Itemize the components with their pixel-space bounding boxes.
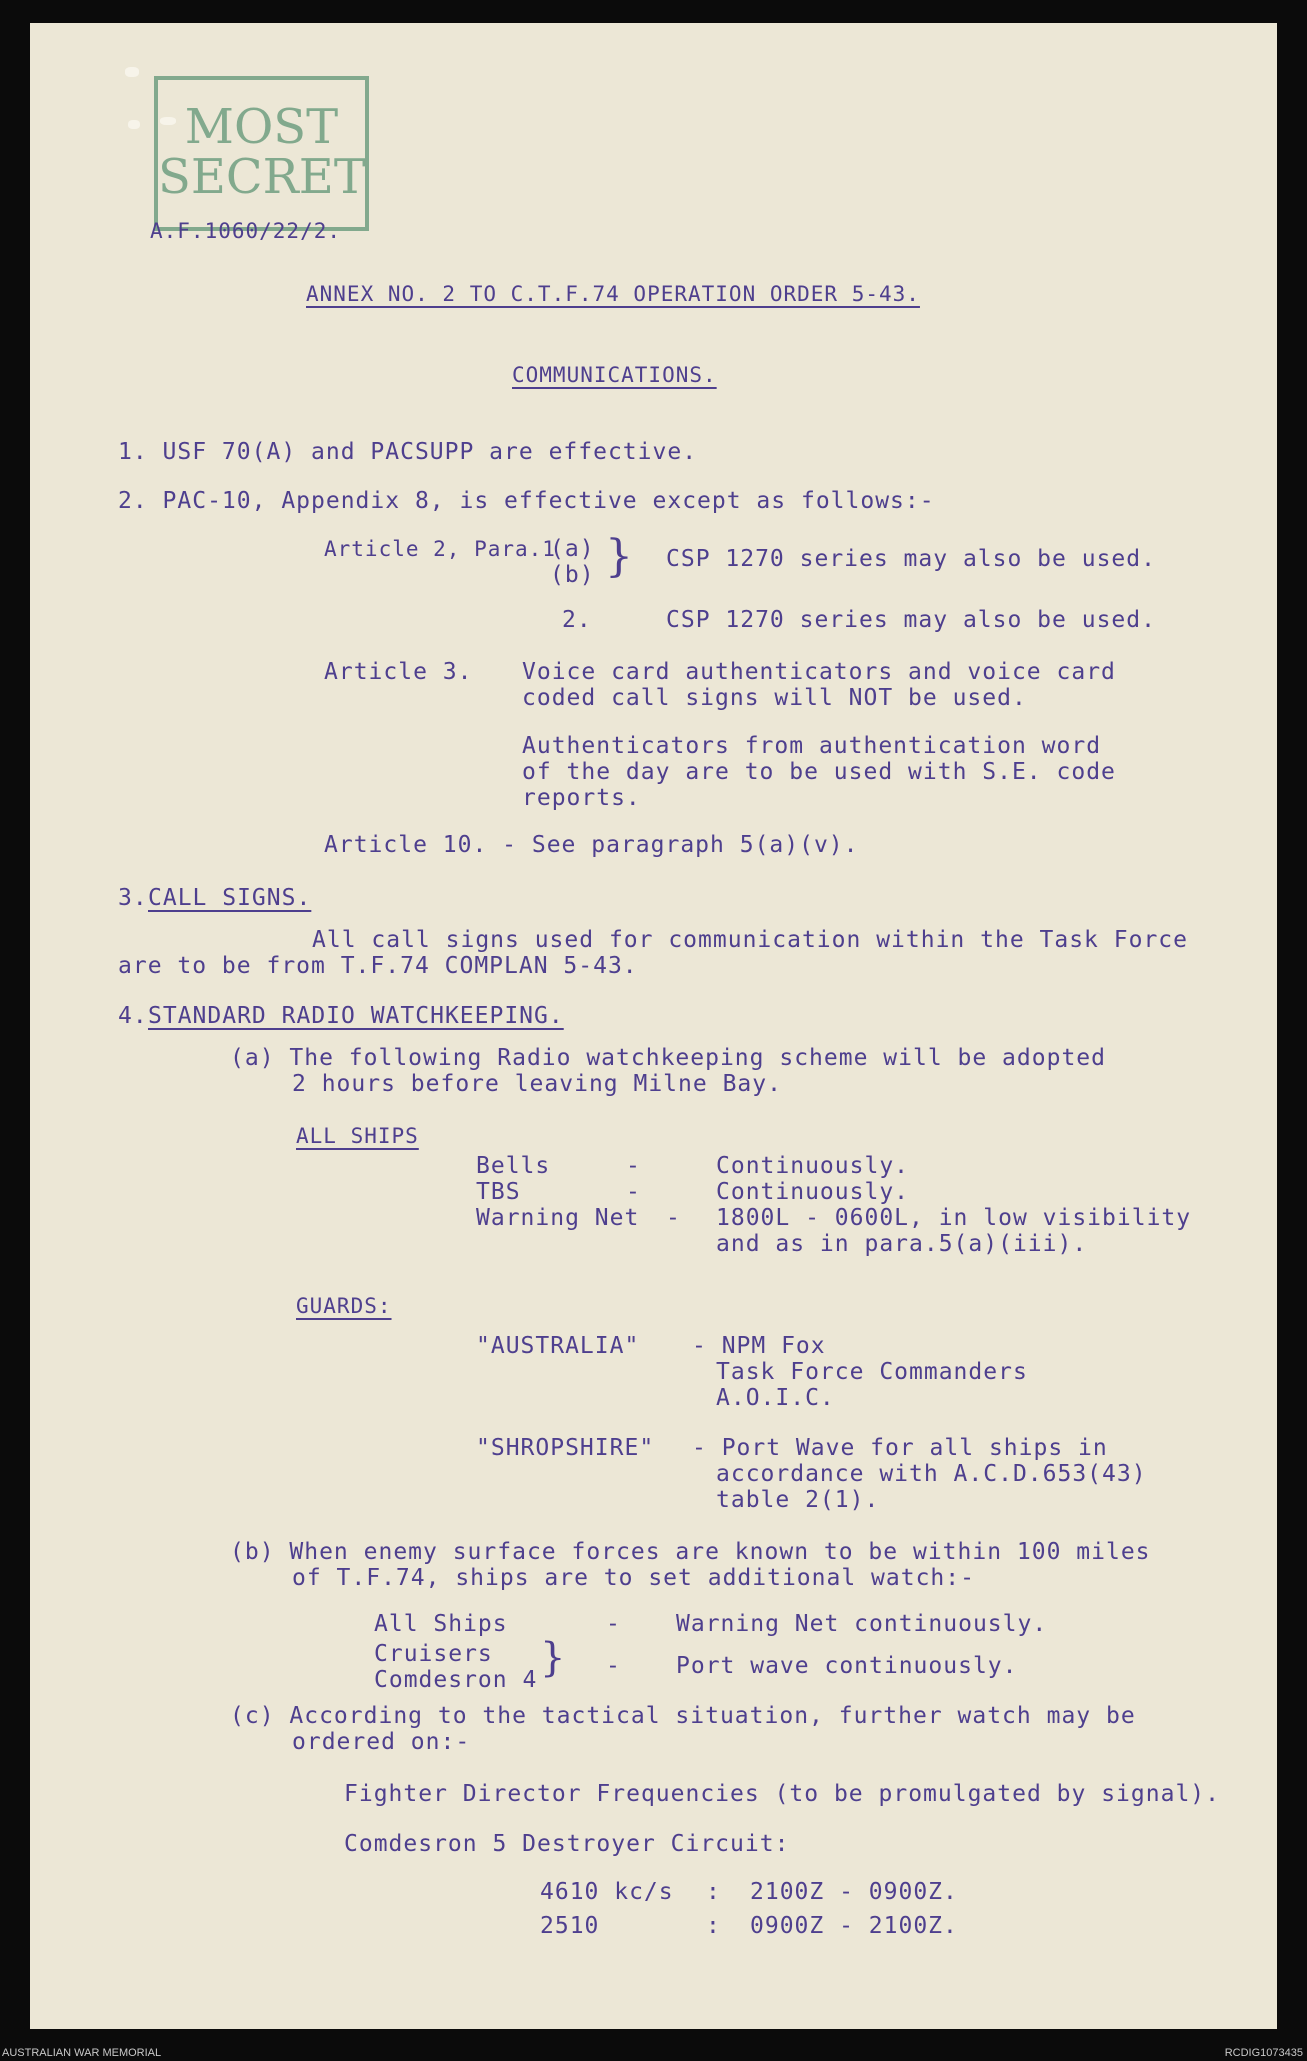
watch-row-value: 1800L - 0600L, in low visibility (716, 1205, 1192, 1231)
paragraph-1: 1. USF 70(A) and PACSUPP are effective. (118, 439, 698, 465)
paragraph-4c-line: (c) According to the tactical situation, further watch may be (230, 1703, 1136, 1729)
paragraph-4a-line: 2 hours before leaving Milne Bay. (292, 1071, 782, 1097)
guard-shropshire-line: accordance with A.C.D.653(43) (716, 1461, 1147, 1487)
fighter-director-frequencies: Fighter Director Frequencies (to be promulgated by signal). (344, 1781, 1220, 1807)
article-2-a: (a) (550, 536, 595, 562)
article-3-line: of the day are to be used with S.E. code (522, 759, 1116, 785)
punch-hole (128, 120, 140, 129)
paragraph-4c-line: ordered on:- (292, 1729, 471, 1755)
footer-credit: AUSTRALIAN WAR MEMORIAL (2, 2047, 162, 2059)
guard-shropshire-name: "SHROPSHIRE" (476, 1435, 655, 1461)
most-secret-stamp (154, 76, 369, 231)
article-2-para-2-text: CSP 1270 series may also be used. (666, 607, 1156, 633)
article-10: Article 10. - See paragraph 5(a)(v). (324, 832, 859, 858)
paragraph-3-line: All call signs used for communication within the Task Force (312, 927, 1188, 953)
frequency-separator: : (706, 1879, 721, 1905)
paragraph-4-heading: STANDARD RADIO WATCHKEEPING. (148, 1003, 564, 1029)
watch-row-name: TBS (476, 1179, 521, 1205)
guards-heading: GUARDS: (296, 1294, 392, 1318)
frequency-value: 2510 (540, 1913, 600, 1939)
warning-net-continuation: and as in para.5(a)(iii). (716, 1231, 1088, 1257)
watch-row-name: Bells (476, 1153, 551, 1179)
article-2-b: (b) (550, 562, 595, 588)
stamp-line-2: SECRET (158, 149, 366, 205)
stamp-line-1: MOST (184, 99, 339, 155)
paragraph-3-heading: CALL SIGNS. (148, 885, 312, 911)
frequency-time: 2100Z - 0900Z. (750, 1879, 958, 1905)
paragraph-2-intro: 2. PAC-10, Appendix 8, is effective except as follows:- (118, 488, 935, 514)
all-ships-heading: ALL SHIPS (296, 1124, 419, 1148)
guard-australia-name: "AUSTRALIA" (476, 1333, 640, 1359)
article-2-para-2-number: 2. (562, 607, 592, 633)
guard-australia-line: - NPM Fox (692, 1333, 826, 1359)
guard-australia-line: A.O.I.C. (716, 1385, 835, 1411)
article-3-line: reports. (522, 785, 641, 811)
article-3-label: Article 3. (324, 659, 473, 685)
punch-hole (125, 67, 139, 77)
watch-row-name: Warning Net (476, 1205, 640, 1231)
watch-row-value: Continuously. (716, 1153, 910, 1179)
watch-row-dash: - (626, 1153, 641, 1179)
paragraph-4a-line: (a) The following Radio watchkeeping scheme will be adopted (230, 1045, 1106, 1071)
additional-watch-name: All Ships (374, 1611, 508, 1637)
guard-shropshire-line: table 2(1). (716, 1487, 880, 1513)
watch-row-dash: - (666, 1205, 681, 1231)
brace-close: } (540, 1635, 567, 1681)
file-reference: A.F.1060/22/2. (150, 219, 342, 243)
paragraph-3-line: are to be from T.F.74 COMPLAN 5-43. (118, 953, 638, 979)
footer-id: RCDIG1073435 (1224, 2047, 1303, 2059)
watch-row-dash: - (626, 1179, 641, 1205)
guard-shropshire-line: - Port Wave for all ships in (692, 1435, 1108, 1461)
guard-australia-line: Task Force Commanders (716, 1359, 1028, 1385)
additional-watch-name: Cruisers (374, 1641, 493, 1667)
article-3-line: Voice card authenticators and voice card (522, 659, 1116, 685)
paragraph-4-number: 4. (118, 1003, 148, 1029)
paragraph-3-number: 3. (118, 885, 148, 911)
comdesron-circuit-heading: Comdesron 5 Destroyer Circuit: (344, 1831, 790, 1857)
brace-close: } (605, 531, 634, 582)
article-3-line: coded call signs will NOT be used. (522, 685, 1027, 711)
article-2-text: CSP 1270 series may also be used. (666, 546, 1156, 572)
document-title: ANNEX NO. 2 TO C.T.F.74 OPERATION ORDER 5-43. (306, 282, 920, 306)
frequency-value: 4610 kc/s (540, 1879, 674, 1905)
document-subtitle: COMMUNICATIONS. (512, 363, 717, 387)
additional-watch-value: Warning Net continuously. (676, 1611, 1048, 1637)
watch-row-value: Continuously. (716, 1179, 910, 1205)
article-3-line: Authenticators from authentication word (522, 733, 1102, 759)
punch-hole (160, 117, 176, 125)
paragraph-4b-line: (b) When enemy surface forces are known to be within 100 miles (230, 1539, 1151, 1565)
frequency-time: 0900Z - 2100Z. (750, 1913, 958, 1939)
paragraph-4b-line: of T.F.74, ships are to set additional watch:- (292, 1565, 975, 1591)
document-page (30, 23, 1277, 2029)
additional-watch-name: Comdesron 4 (374, 1667, 538, 1693)
additional-watch-dash: - (606, 1653, 621, 1679)
frequency-separator: : (706, 1913, 721, 1939)
additional-watch-value: Port wave continuously. (676, 1653, 1018, 1679)
article-2-label: Article 2, Para.1 (324, 537, 556, 561)
additional-watch-dash: - (606, 1611, 621, 1637)
